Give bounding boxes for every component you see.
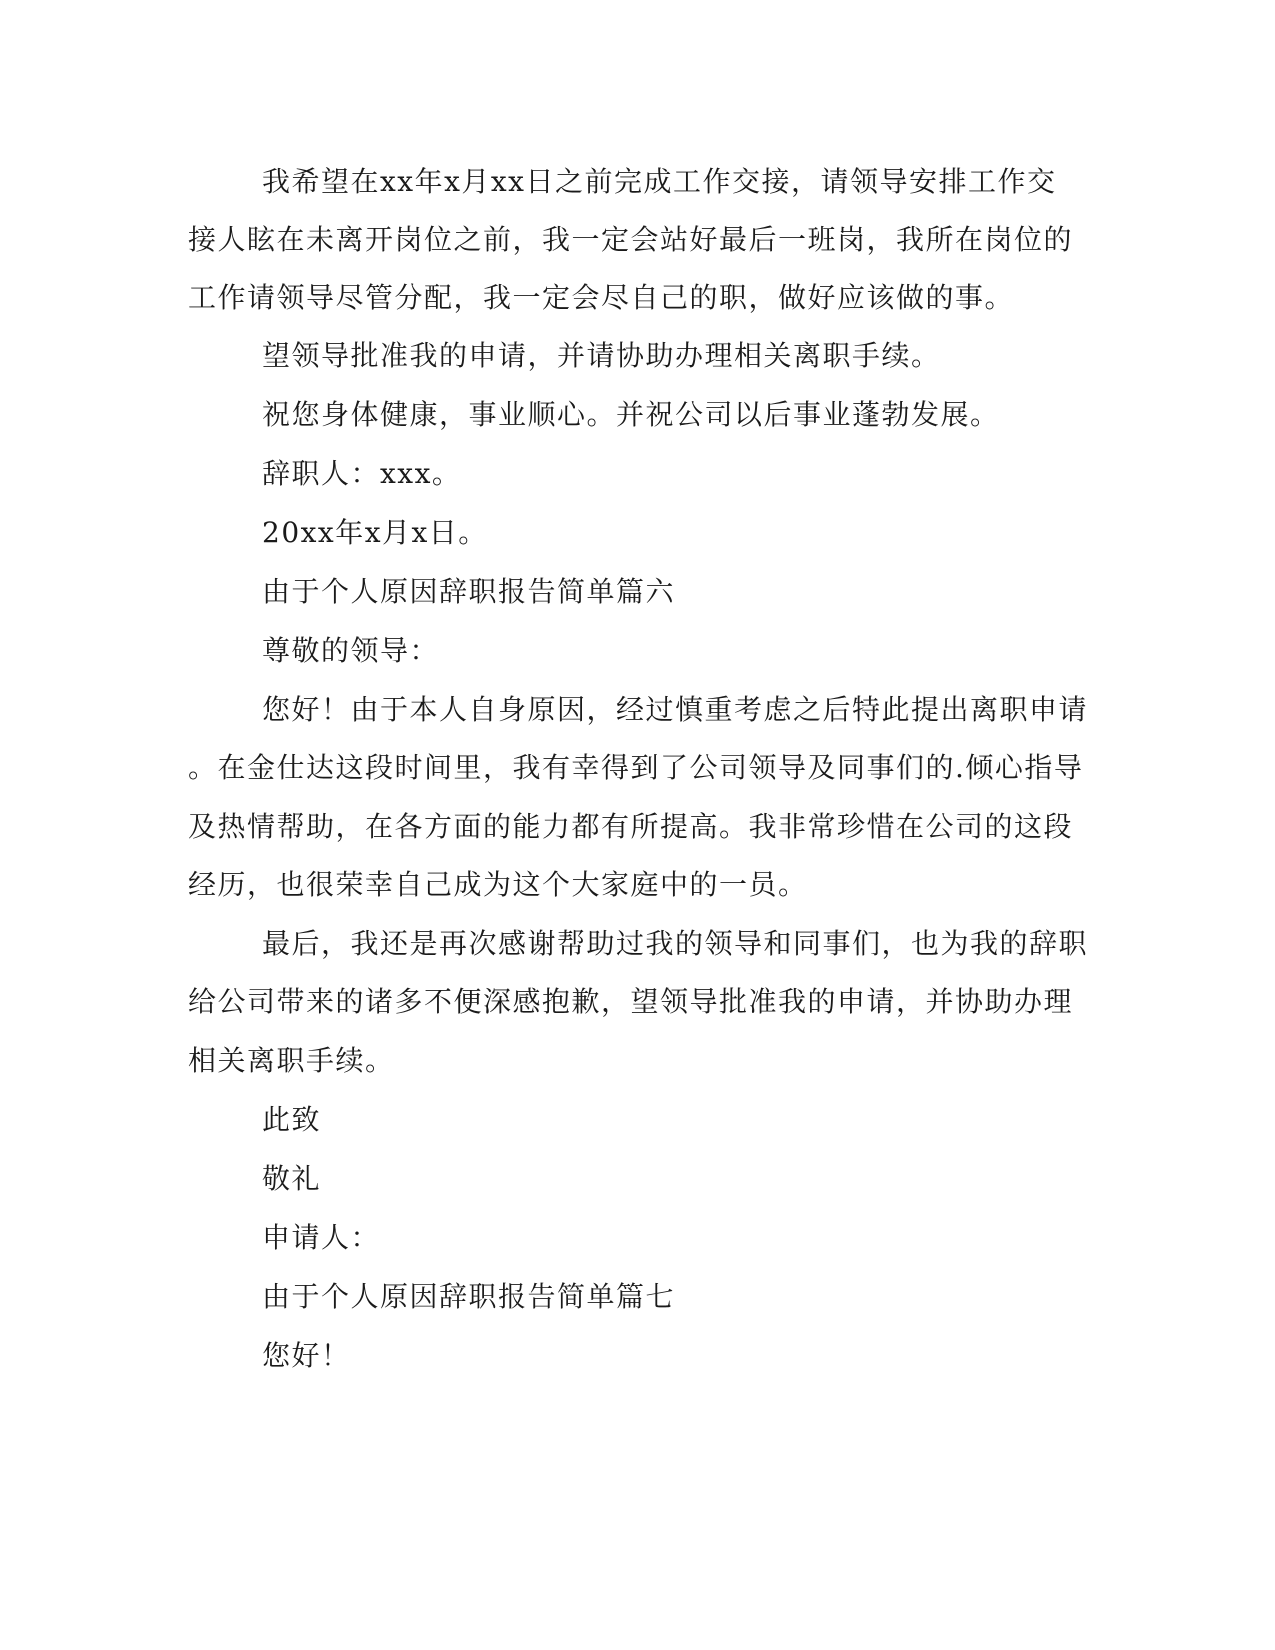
paragraph-line: 工作请领导尽管分配，我一定会尽自己的职，做好应该做的事。 bbox=[188, 281, 1015, 314]
paragraph-line: 及热情帮助，在各方面的能力都有所提高。我非常珍惜在公司的这段 bbox=[188, 810, 1074, 843]
paragraph-line: 接人眩在未离开岗位之前，我一定会站好最后一班岗，我所在岗位的 bbox=[188, 223, 1074, 256]
date-line: 20xx年x月x日。 bbox=[262, 516, 488, 549]
applicant-line: 申请人： bbox=[262, 1221, 381, 1254]
closing-line: 此致 bbox=[262, 1103, 322, 1136]
paragraph-line: 望领导批准我的申请，并请协助办理相关离职手续。 bbox=[262, 339, 941, 372]
paragraph-line: 经历，也很荣幸自己成为这个大家庭中的一员。 bbox=[188, 868, 808, 901]
section-heading: 由于个人原因辞职报告简单篇七 bbox=[262, 1280, 676, 1313]
paragraph-line: 您好！由于本人自身原因，经过慎重考虑之后特此提出离职申请 bbox=[262, 693, 1089, 726]
closing-line: 敬礼 bbox=[262, 1162, 322, 1195]
paragraph-line: 给公司带来的诸多不便深感抱歉，望领导批准我的申请，并协助办理 bbox=[188, 985, 1074, 1018]
paragraph-line: 我希望在xx年x月xx日之前完成工作交接，请领导安排工作交 bbox=[262, 165, 1057, 198]
salutation: 尊敬的领导： bbox=[262, 634, 440, 667]
paragraph-line: 。在金仕达这段时间里，我有幸得到了公司领导及同事们的.倾心指导 bbox=[188, 751, 1084, 784]
paragraph-line: 祝您身体健康，事业顺心。并祝公司以后事业蓬勃发展。 bbox=[262, 398, 1000, 431]
greeting-line: 您好！ bbox=[262, 1339, 351, 1372]
paragraph-line: 最后，我还是再次感谢帮助过我的领导和同事们，也为我的辞职 bbox=[262, 927, 1089, 960]
section-heading: 由于个人原因辞职报告简单篇六 bbox=[262, 575, 676, 608]
paragraph-line: 相关离职手续。 bbox=[188, 1044, 395, 1077]
signature-line: 辞职人：xxx。 bbox=[262, 457, 462, 490]
